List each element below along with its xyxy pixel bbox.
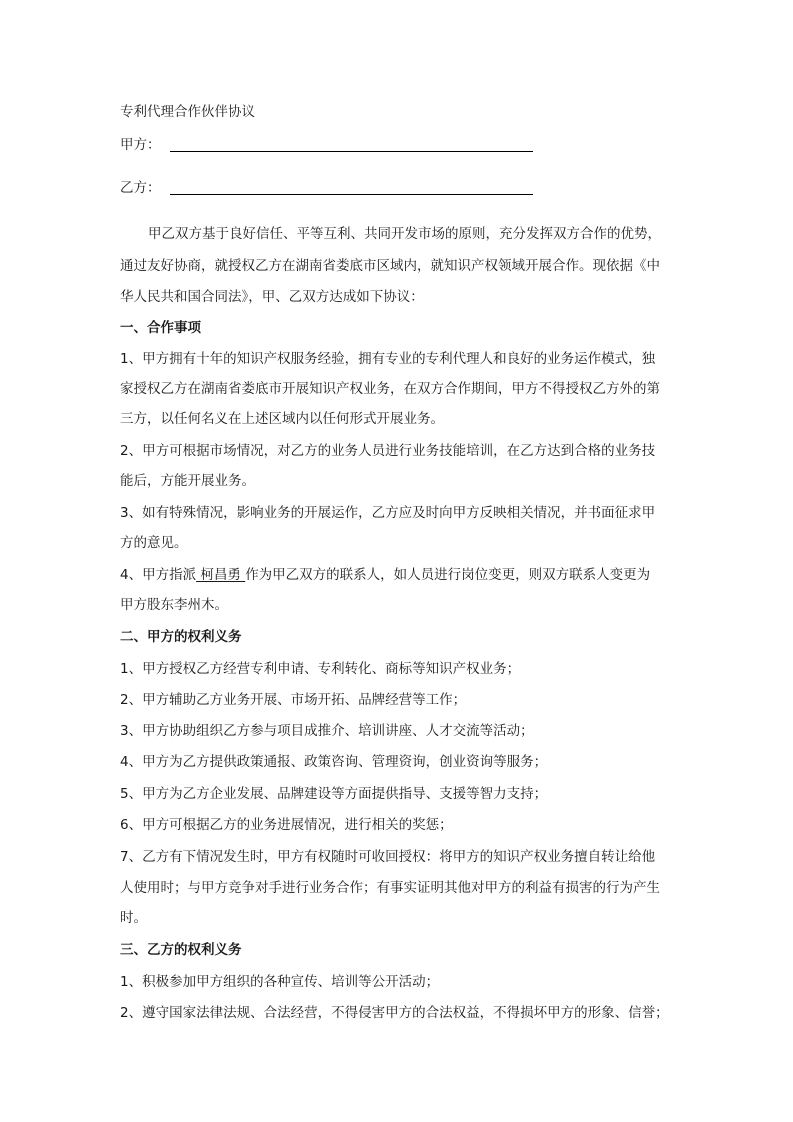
party-b-label: 乙方：: [120, 180, 161, 196]
body-line: 3、如有特殊情况，影响业务的开展运作，乙方应及时向甲方反映相关情况，并书面征求甲: [120, 505, 656, 521]
intro-line: 华人民共和国合同法》，甲、乙双方达成如下协议：: [120, 289, 424, 305]
body-line: 6、甲方可根据乙方的业务进展情况，进行相关的奖惩；: [120, 817, 453, 833]
body-line: 1、积极参加甲方组织的各种宣传、培训等公开活动；: [120, 974, 440, 990]
body-line: 1、甲方授权乙方经营专利申请、专利转化、商标等知识产权业务；: [120, 661, 521, 677]
body-line: 2、甲方辅助乙方业务开展、市场开拓、品牌经营等工作；: [120, 692, 467, 708]
body-line: 2、甲方可根据市场情况，对乙方的业务人员进行业务技能培训，在乙方达到合格的业务技: [120, 443, 656, 459]
body-line: 1、甲方拥有十年的知识产权服务经验，拥有专业的专利代理人和良好的业务运作模式，独: [120, 351, 656, 367]
section-heading: 三、乙方的权利义务: [120, 942, 242, 958]
body-line: 甲方股东李州木。: [120, 597, 228, 613]
body-line: 人使用时；与甲方竞争对手进行业务合作；有事实证明其他对甲方的利益有损害的行为产生: [120, 880, 660, 896]
body-line: 时。: [120, 910, 147, 926]
body-line: 能后，方能开展业务。: [120, 473, 255, 489]
section-heading: 一、合作事项: [120, 320, 201, 336]
intro-line: 甲乙双方基于良好信任、平等互利、共同开发市场的原则，充分发挥双方合作的优势，: [148, 226, 661, 242]
document-title: 专利代理合作伙伴协议: [120, 104, 255, 120]
party-a-signature-line: [170, 151, 533, 152]
body-line: 4、甲方为乙方提供政策通报、政策咨询、管理资询，创业资询等服务；: [120, 754, 548, 770]
section-heading: 二、甲方的权利义务: [120, 629, 242, 645]
contact-name: 柯昌勇: [200, 567, 241, 583]
body-line-contact: [120, 567, 680, 583]
party-b-signature-line: [170, 194, 533, 195]
body-line: 方的意见。: [120, 535, 188, 551]
intro-line: 通过友好协商，就授权乙方在湖南省娄底市区域内，就知识产权领域开展合作。现依据《中: [120, 258, 660, 274]
contact-suffix: 作为甲乙双方的联系人，如人员进行岗位变更，则双方联系人变更为: [245, 567, 651, 583]
body-line: 家授权乙方在湖南省娄底市开展知识产权业务，在双方合作期间，甲方不得授权乙方外的第: [120, 381, 660, 397]
body-line: 三方，以任何名义在上述区域内以任何形式开展业务。: [120, 411, 444, 427]
body-line: 5、甲方为乙方企业发展、品牌建设等方面提供指导、支援等智力支持；: [120, 786, 548, 802]
body-line: 7、乙方有下情况发生时，甲方有权随时可收回授权：将甲方的知识产权业务擅自转让给他: [120, 849, 656, 865]
body-line: 2、遵守国家法律法规、合法经营，不得侵害甲方的合法权益，不得损坏甲方的形象、信誉；: [120, 1005, 669, 1021]
contact-prefix: 4、甲方指派: [120, 567, 197, 583]
party-a-label: 甲方：: [120, 137, 161, 153]
body-line: 3、甲方协助组织乙方参与项目成推介、培训讲座、人才交流等活动；: [120, 723, 534, 739]
